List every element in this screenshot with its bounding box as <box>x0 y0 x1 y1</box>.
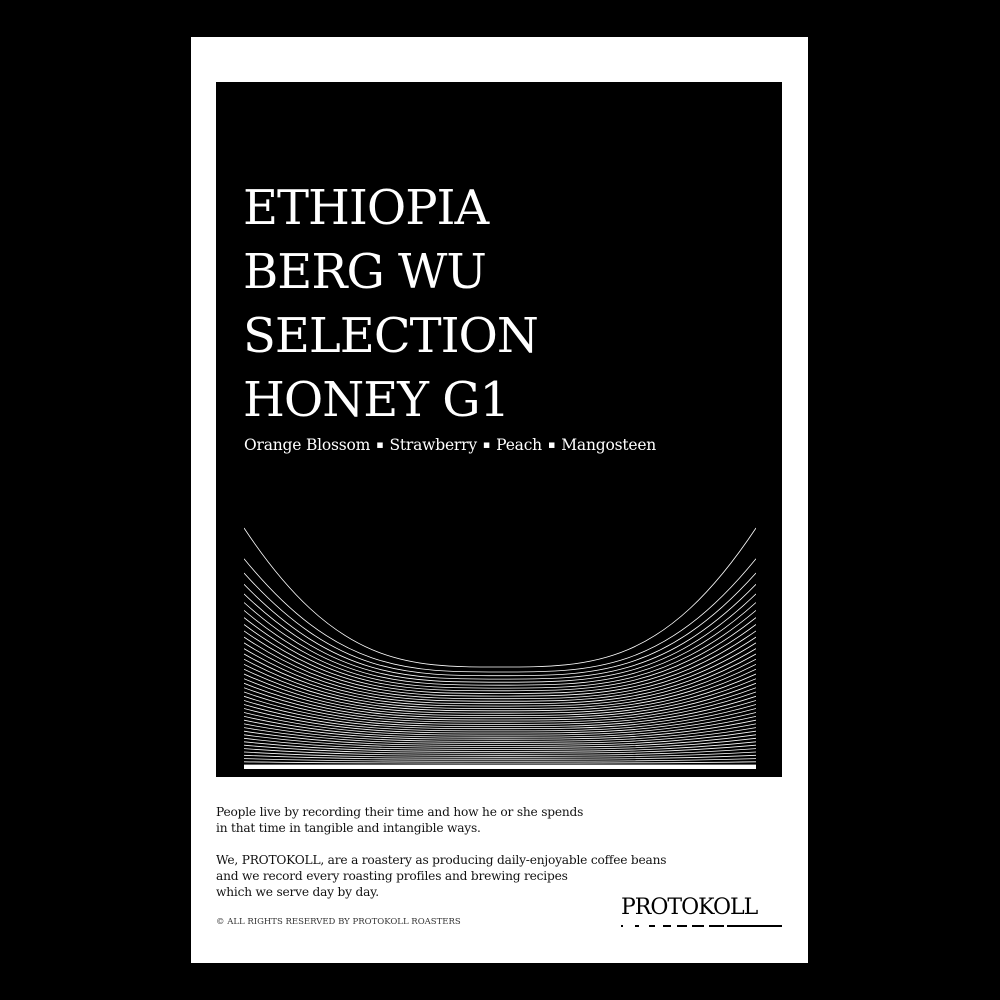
wave-line <box>244 631 756 696</box>
intro-paragraph <box>216 804 736 836</box>
tasting-note-3: Peach <box>496 436 542 454</box>
logo-dash-segment <box>663 925 671 927</box>
tasting-note-1: Orange Blossom <box>244 436 371 454</box>
note-separator: ▪ <box>376 438 384 451</box>
tasting-notes <box>244 436 656 454</box>
wave-line <box>244 762 756 763</box>
about-line-3: which we serve day by day. <box>216 885 379 899</box>
wave-line <box>244 637 756 699</box>
logo-dash-segment <box>692 925 704 927</box>
intro-line-1: People live by recording their time and how he or she spends <box>216 805 584 819</box>
about-paragraph <box>216 852 736 900</box>
note-separator: ▪ <box>482 438 491 451</box>
dark-panel <box>216 82 782 777</box>
dash-segment <box>392 792 417 797</box>
wave-line <box>244 625 756 694</box>
wave-line <box>244 649 756 704</box>
wave-line <box>244 559 756 672</box>
title-line-3: SELECTION <box>243 308 538 364</box>
title-line-1: ETHIOPIA <box>243 180 489 236</box>
wave-line <box>244 528 756 667</box>
title-line-4: HONEY G1 <box>243 372 510 428</box>
logo-dash-bar <box>621 925 782 928</box>
dash-segment <box>342 792 361 797</box>
intro-line-2: in that time in tangible and intangible ways. <box>216 821 481 835</box>
coffee-title <box>243 176 538 432</box>
tasting-note-4: Mangosteen <box>561 436 657 454</box>
dash-segment <box>293 792 305 797</box>
logo-dash-segment <box>649 925 655 927</box>
logo-dash-segment <box>677 925 687 927</box>
tasting-note-2: Strawberry <box>389 436 477 454</box>
wave-baseline <box>244 765 756 769</box>
protokoll-logo <box>621 895 784 929</box>
wave-line <box>244 618 756 691</box>
wave-line <box>244 688 756 723</box>
dash-segment <box>244 792 248 797</box>
wave-line <box>244 683 756 720</box>
logo-dash-segment <box>621 925 623 927</box>
progress-dashes-graphic <box>244 792 756 798</box>
dash-segment <box>592 792 756 797</box>
logo-dash-segment <box>727 925 782 927</box>
about-line-1: We, PROTOKOLL, are a roastery as producing daily-enjoyable coffee beans <box>216 853 667 867</box>
note-separator: ▪ <box>547 438 556 451</box>
logo-wordmark: PROTOKOLL <box>621 895 758 920</box>
copyright-notice: © ALL RIGHTS RESERVED BY PROTOKOLL ROASTERS <box>216 917 461 927</box>
dash-segment <box>491 792 528 797</box>
wave-lines-graphic <box>244 524 756 769</box>
logo-dash-segment <box>709 925 724 927</box>
poster-card <box>191 37 808 963</box>
logo-dash-segment <box>635 925 639 927</box>
title-line-2: BERG WU <box>243 244 486 300</box>
wave-line <box>244 709 756 734</box>
wave-line <box>244 679 756 718</box>
about-line-2: and we record every roasting profiles and brewing recipes <box>216 869 568 883</box>
dash-segment <box>441 792 472 797</box>
dash-segment <box>541 792 585 797</box>
